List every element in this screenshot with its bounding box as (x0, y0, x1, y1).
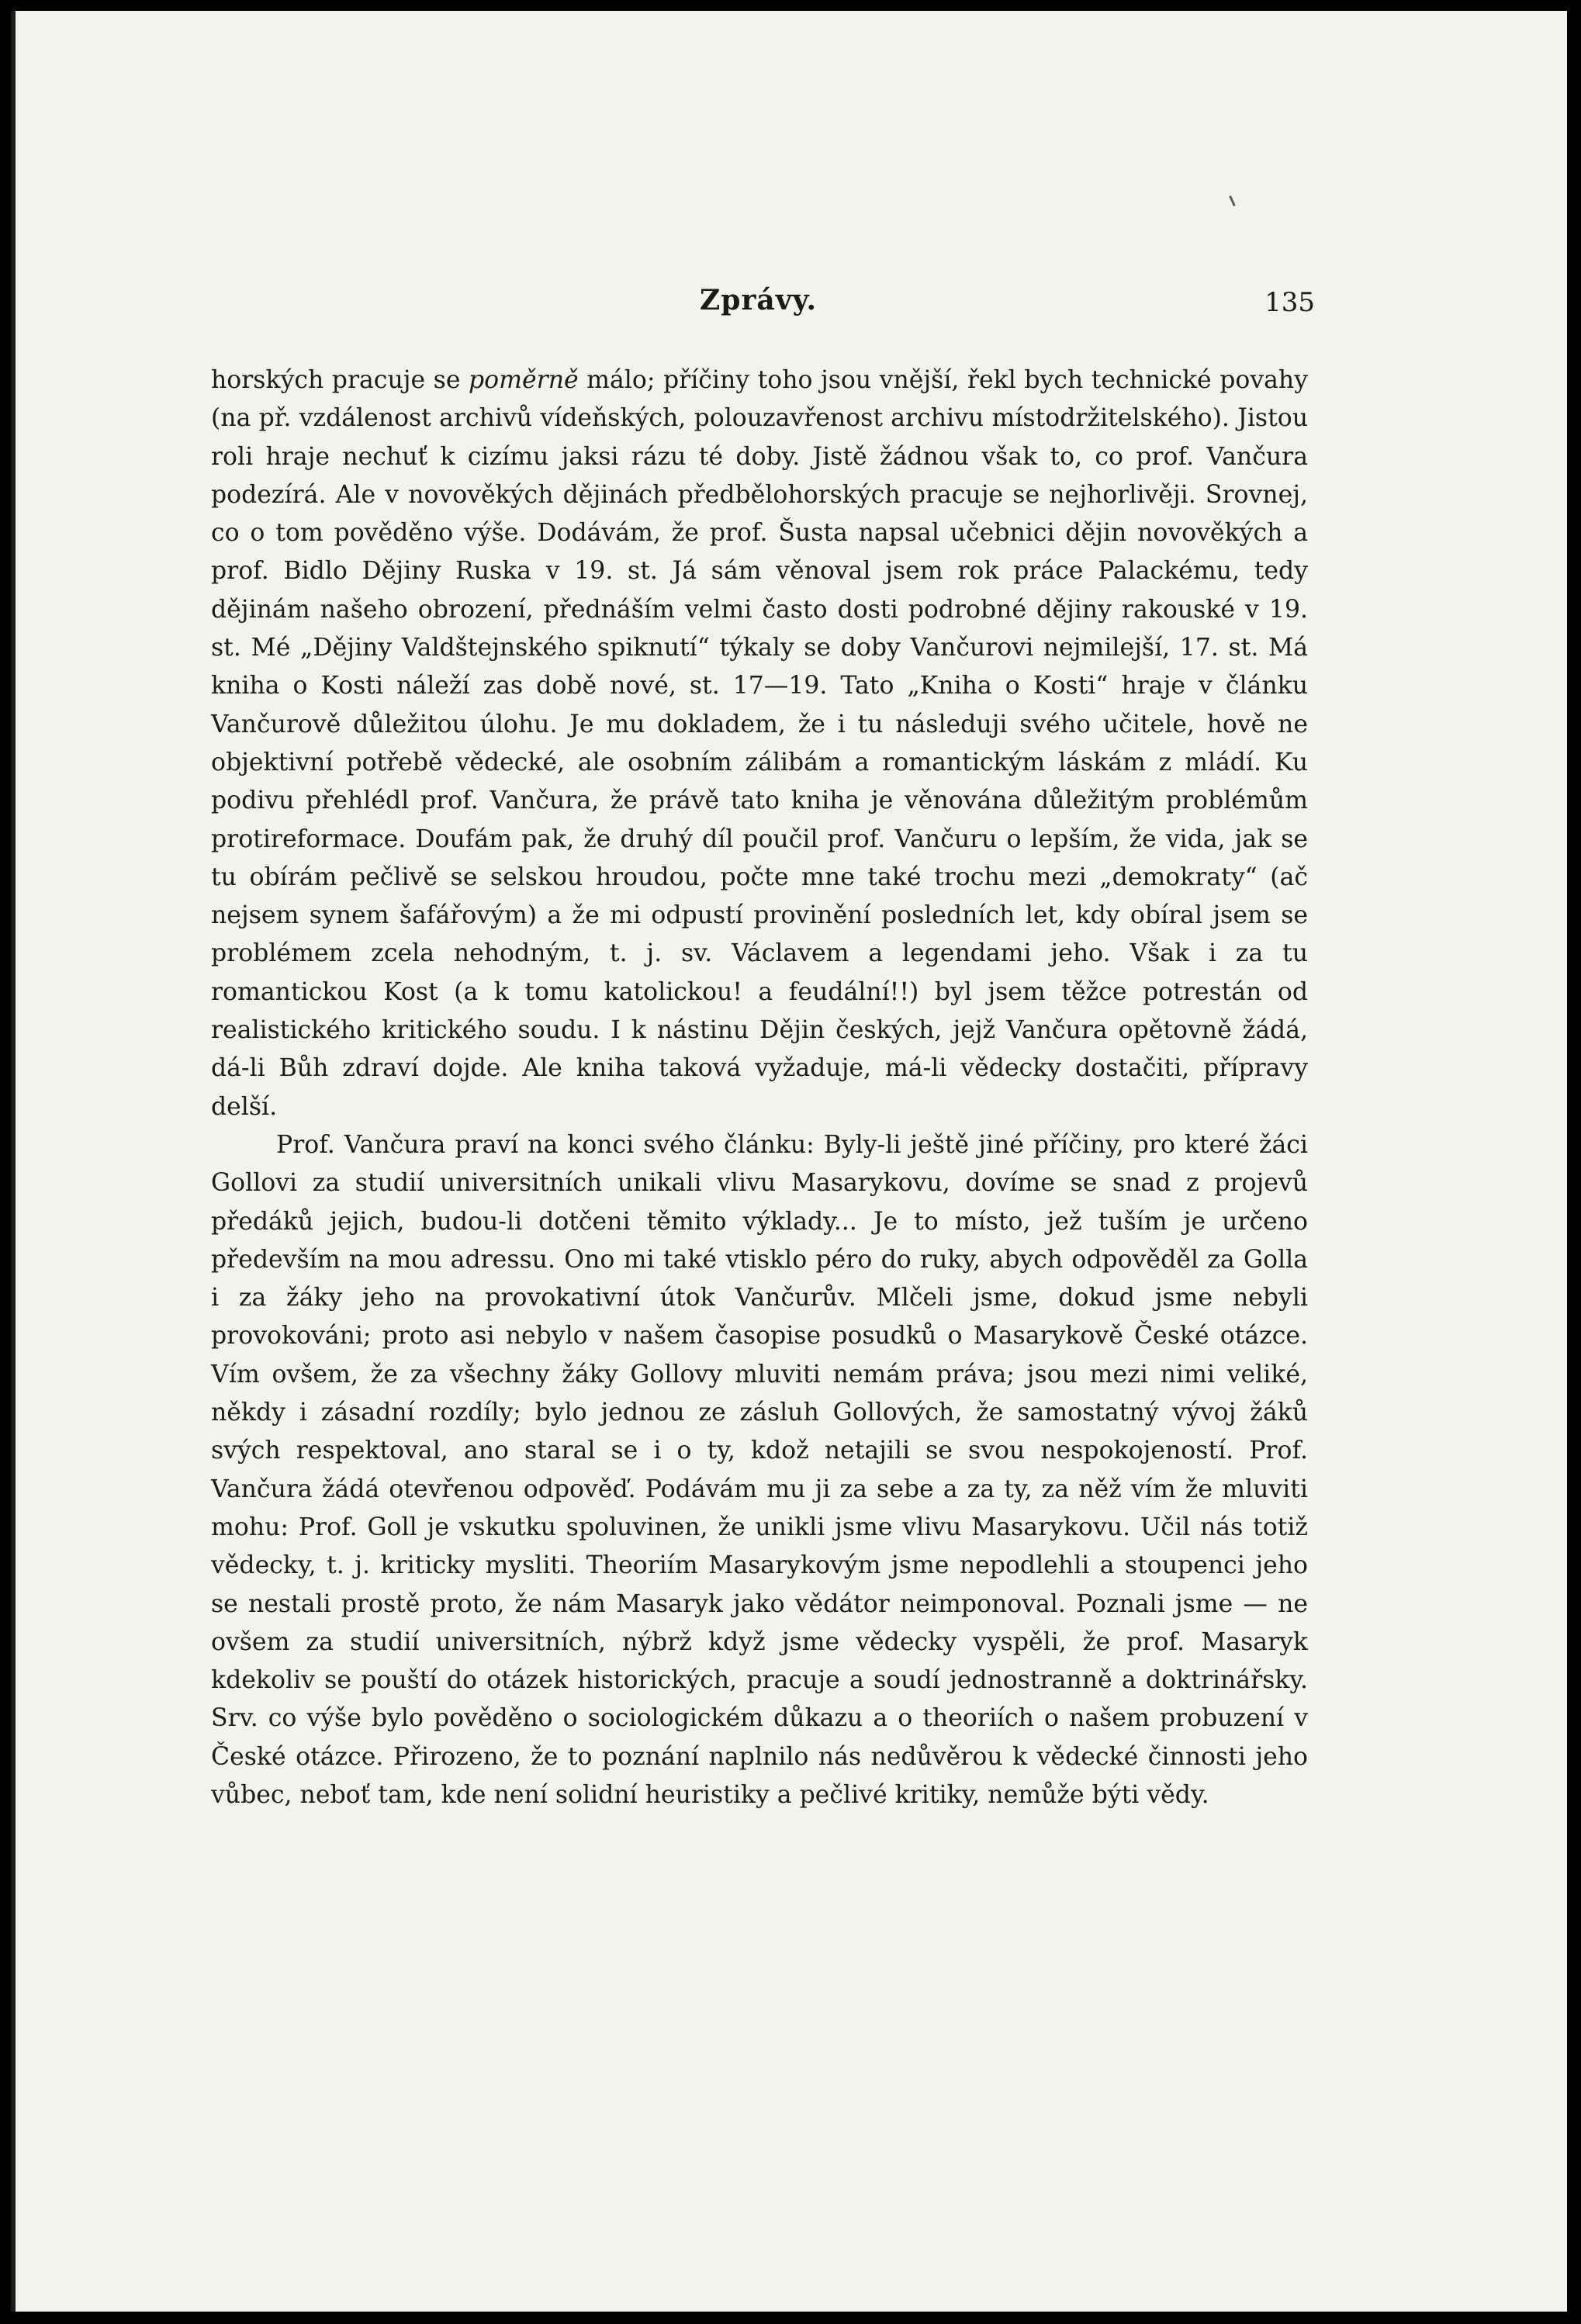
paragraph-1-rest: málo; příčiny toho jsou vnější, řekl bych technické povahy (na př. vzdálenost archivů vídeňských, polouzavřenost archivu místodržitelského). Jistou roli hraje nechuť k cizímu jaksi rázu té doby. Jistě žádnou však to, co prof. Vančura podezírá. Ale v novověkých dějinách předbělohorských pracuje se nejhorlivěji. Srovnej, co o tom pověděno výše. Dodávám, že prof. Šusta napsal učebnici dějin novověkých a prof. Bidlo Dějiny Ruska v 19. st. Já sám věnoval jsem rok práce Palackému, tedy dějinám našeho obrození, přednáším velmi často dosti podrobné dějiny rakouské v 19. st. Mé „Dějiny Valdštejnského spiknutí“ týkaly se doby Vančurovi nejmilejší, 17. st. Má kniha o Kosti náleží zas době nové, st. 17—19. Tato „Kniha o Kosti“ hraje v článku Vančurově důležitou úlohu. Je mu dokladem, že i tu následuji svého učitele, hově ne objektivní potřebě vědecké, ale osobním zálibám a romantickým láskám z mládí. Ku podivu přehlédl prof. Vančura, že právě tato kniha je věnována důležitým problémům protireformace. Doufám pak, že druhý díl poučil prof. Vančuru o lepším, že vida, jak se tu obírám pečlivě se selskou hroudou, počte mne také trochu mezi „demokraty“ (ač nejsem synem šafářovým) a že mi odpustí provinění posledních let, kdy obíral jsem se problémem zcela nehodným, t. j. sv. Václavem a legendami jeho. Však i za tu romantickou Kost (a k tomu katolickou! a feudální!!) byl jsem těžce potrestán od realistického kritického soudu. I k nástinu Dějin českých, jejž Vančura opětovně žádá, dá-li Bůh zdraví dojde. Ale kniha taková vyžaduje, má-li vědecky dostačiti, přípravy delší. (211, 366, 1308, 1121)
emphasis-word: poměrně (469, 366, 579, 394)
body-text (211, 361, 1308, 1814)
paragraph-1 (211, 361, 1308, 1126)
paragraph-2: Prof. Vančura praví na konci svého článku: Byly-li ještě jiné příčiny, pro které žáci Gollovi za studií universitních unikali vlivu Masarykovu, dovíme se snad z projevů předáků jejich, budou-li dotčeni těmito výklady... Je to místo, jež tuším je určeno především na mou adressu. Ono mi také vtisklo péro do ruky, abych odpověděl za Golla i za žáky jeho na provokativní útok Vančurův. Mlčeli jsme, dokud jsme nebyli provokováni; proto asi nebylo v našem časopise posudků o Masarykově České otázce. Vím ovšem, že za všechny žáky Gollovy mluviti nemám práva; jsou mezi nimi veliké, někdy i zásadní rozdíly; bylo jednou ze zásluh Gollových, že samostatný vývoj žáků svých respektoval, ano staral se i o ty, kdož netajili se svou nespokojeností. Prof. Vančura žádá otevřenou odpověď. Podávám mu ji za sebe a za ty, za něž vím že mluviti mohu: Prof. Goll je vskutku spoluvinen, že unikli jsme vlivu Masarykovu. Učil nás totiž vědecky, t. j. kriticky mysliti. Theoriím Masarykovým jsme nepodlehli a stoupenci jeho se nestali prostě proto, že nám Masaryk jako vědátor neimponoval. Poznali jsme — ne ovšem za studií universitních, nýbrž když jsme vědecky vyspěli, že prof. Masaryk kdekoliv se pouští do otázek historických, pracuje a soudí jednostranně a doktrinářsky. Srv. co výše bylo pověděno o sociologickém důkazu a o theoriích o našem probuzení v České otázce. Přirozeno, že to poznání naplnilo nás nedůvěrou k vědecké činnosti jeho vůbec, neboť tam, kde není solidní heuristiky a pečlivé kritiky, nemůže býti vědy. (211, 1130, 1308, 1809)
book-page (11, 11, 1567, 2312)
section-title: Zprávy. (700, 284, 817, 316)
running-header (202, 284, 1315, 330)
page-number: 135 (1264, 287, 1315, 318)
paragraph-1-start: horských pracuje se (211, 366, 469, 394)
stray-ink-mark (1229, 195, 1236, 206)
